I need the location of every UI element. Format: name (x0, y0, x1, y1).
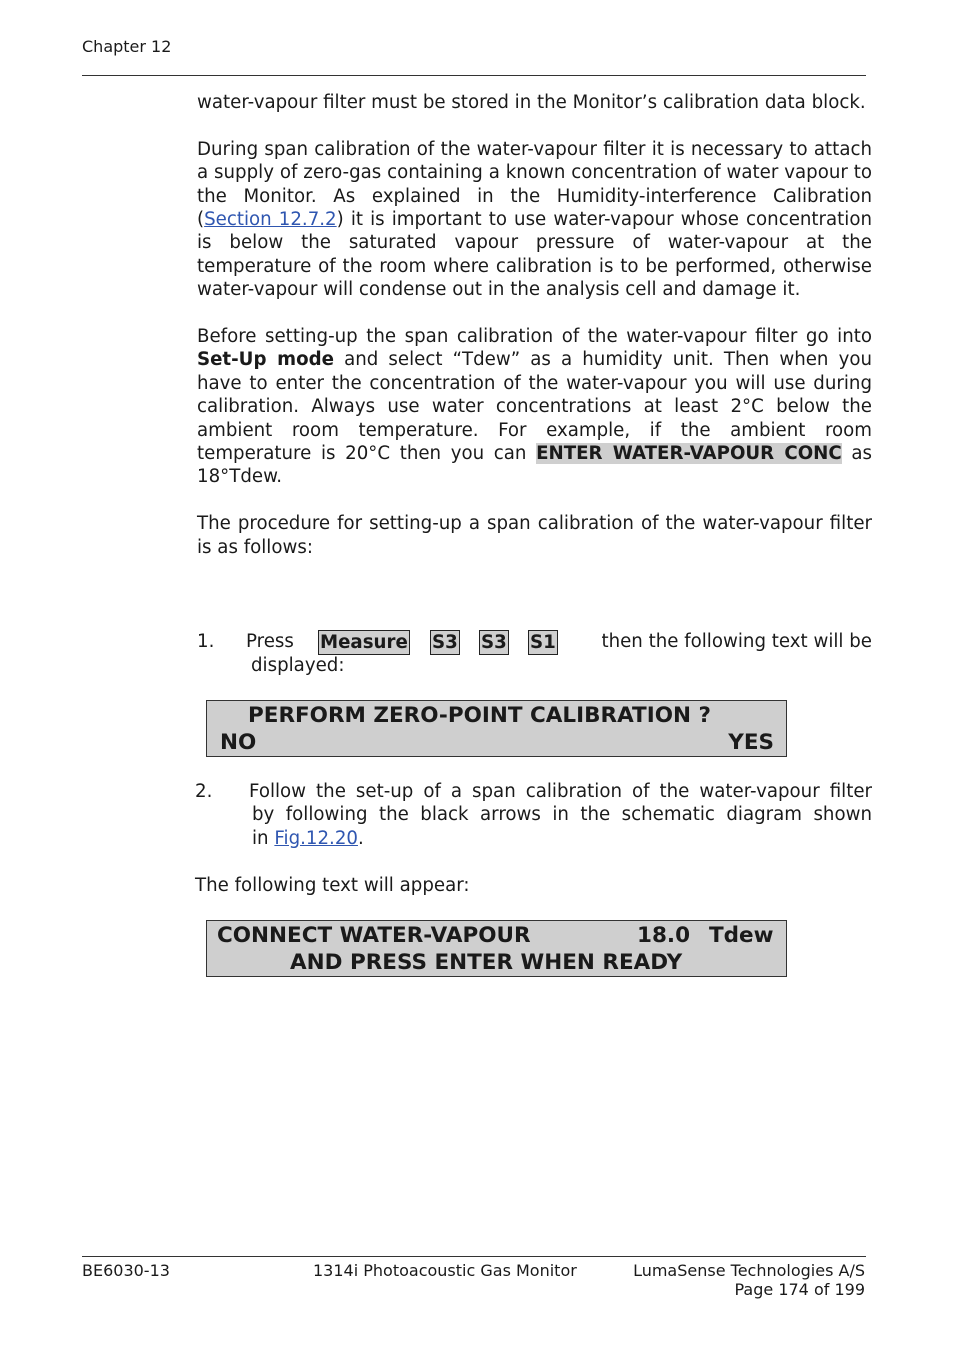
step-2-suffix: . (357, 827, 364, 849)
paragraph-2-text-a: During span calibration of the water-vapour filter it is necessary to attach a supply of zero-gas containing a known concentration of water vapour to the Monitor. As explained in the Humidity-interference Calibration ( (197, 138, 872, 231)
display-line-2: AND PRESS ENTER WHEN READY (290, 950, 683, 975)
paragraph-4: The procedure for setting-up a span calibration of the water-vapour filter is as follows: (197, 513, 872, 558)
paragraph-1: water-vapour filter must be stored in the Monitor’s calibration data block. (197, 92, 866, 113)
step-1-number: 1. (197, 631, 215, 652)
paragraph-3 (197, 325, 872, 489)
s3-key: S3 (430, 630, 460, 655)
header-rule (82, 75, 866, 76)
display-prompt: PERFORM ZERO-POINT CALIBRATION ? (248, 703, 711, 728)
connect-label: CONNECT WATER-VAPOUR (217, 923, 531, 948)
lcd-display-zero-point (206, 700, 787, 757)
step-2-number: 2. (195, 781, 213, 802)
page-number: Page 174 of 199 (734, 1280, 865, 1299)
dewpoint-value: 18.0 (637, 923, 691, 948)
paragraph-2 (197, 138, 872, 302)
dewpoint-unit: Tdew (709, 923, 774, 948)
step-2-line-3 (249, 827, 872, 850)
product-name: 1314i Photoacoustic Gas Monitor (313, 1261, 577, 1280)
step-1-text: then the following text will be (601, 631, 872, 652)
paragraph-3-text-a: Before setting-up the span calibration of the water-vapour filter go into (197, 326, 872, 348)
main-text (197, 91, 872, 559)
step-2-prefix: in (252, 827, 275, 849)
s1-key: S1 (528, 630, 558, 655)
paragraph-2-text-b: ) it is important to use water-vapour whose concentration is below the saturated vapour pressure of water-vapour at the temperature of the room where calibration is to be performed, otherwise water-vapour will condense out in the analysis cell and damage it. (197, 209, 873, 301)
lcd-display-connect (206, 920, 787, 977)
step-2-line-2: by following the black arrows in the schematic diagram shown (252, 804, 872, 826)
following-text: The following text will appear: (195, 875, 470, 896)
step-2-text (249, 780, 872, 850)
step-2-line-1: Follow the set-up of a span calibration of the water-vapour filter (249, 781, 872, 802)
enter-water-vapour-key: ENTER WATER-VAPOUR CONC (536, 443, 842, 465)
footer-rule (82, 1256, 866, 1257)
chapter-title: Chapter 12 (82, 37, 172, 56)
setup-mode-term: Set-Up mode (197, 349, 334, 371)
document-id: BE6030-13 (82, 1261, 170, 1280)
section-link[interactable]: Section 12.7.2 (204, 209, 337, 231)
no-option: NO (220, 730, 257, 755)
figure-link[interactable]: Fig.12.20 (274, 827, 358, 849)
step-1-text-cont: displayed: (251, 655, 345, 676)
yes-option: YES (728, 730, 774, 755)
step-1-press: Press (246, 631, 294, 652)
paragraph-3-text-b: and select “Tdew” as a humidity unit. Then when you have to enter the concentration of the water-vapour you will use during calibration. Always use water concentrations at least 2°C below the ambient room temperature. For example, if the ambient room temperature is 20°C then you can (197, 349, 873, 465)
company-name: LumaSense Technologies A/S (633, 1261, 865, 1280)
s3-key: S3 (479, 630, 509, 655)
paragraph-3-text-c: as 18°Tdew. (197, 443, 873, 488)
measure-key: Measure (318, 630, 410, 655)
